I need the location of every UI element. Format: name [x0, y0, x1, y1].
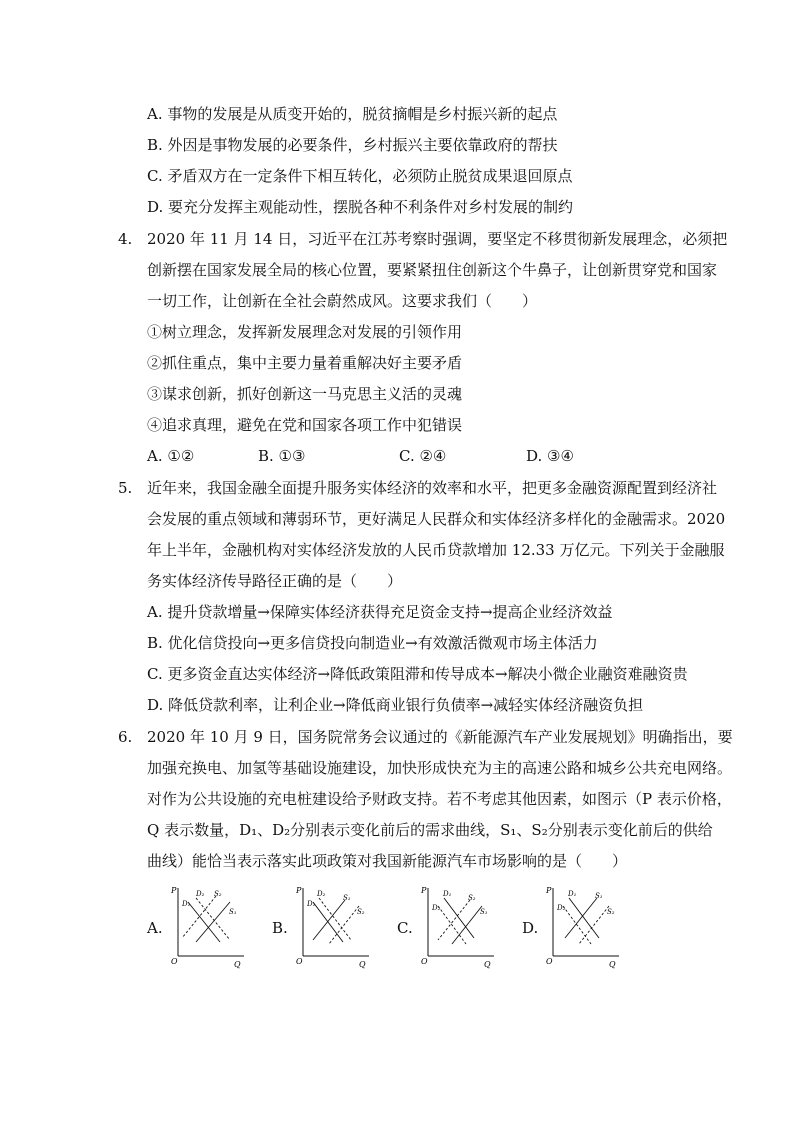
- o-label: O: [421, 957, 428, 966]
- p-label: P: [296, 886, 302, 895]
- q6-stem-line: Q 表示数量，D₁、D₂分别表示变化前后的需求曲线，S₁、S₂分别表示变化前后的供给: [147, 821, 713, 839]
- q4-item-4: ④追求真理，避免在党和国家各项工作中犯错误: [147, 416, 463, 434]
- q3-option-d[interactable]: D. 要充分发挥主观能动性，摆脱各种不利条件对乡村发展的制约: [147, 198, 574, 216]
- q6-option-a[interactable]: A.: [147, 919, 163, 937]
- d2-curve: [319, 898, 351, 940]
- q5-option-d[interactable]: D. 降低贷款利率，让利企业→降低商业银行负债率→减轻实体经济融资负担: [147, 696, 644, 714]
- s1-curve: [565, 898, 597, 938]
- q6-option-d[interactable]: D.: [522, 919, 539, 937]
- d1-curve: [188, 902, 220, 942]
- q3-option-b[interactable]: B. 外因是事物发展的必要条件，乡村振兴主要依靠政府的帮扶: [147, 136, 558, 154]
- d1-label: D₁: [443, 890, 452, 898]
- q5-stem-line: 近年来，我国金融全面提升服务实体经济的效率和水平，把更多金融资源配置到经济社: [147, 479, 718, 497]
- q5-number: 5.: [118, 479, 133, 497]
- d1-curve: [444, 898, 474, 938]
- q4-stem-line: 一切工作，让创新在全社会蔚然成风。这要求我们（ ）: [147, 292, 538, 310]
- q4-number: 4.: [118, 230, 133, 248]
- q-label: Q: [609, 960, 616, 969]
- s1-label: S₁: [343, 894, 351, 902]
- s2-curve: [438, 900, 470, 940]
- s2-label: S₂: [607, 908, 615, 916]
- p-label: P: [546, 886, 552, 895]
- p-label: P: [421, 886, 427, 895]
- d2-curve: [438, 906, 466, 944]
- q5-stem-line: 年上半年，金融机构对实体经济发放的人民币贷款增加 12.33 万亿元。下列关于金融服: [147, 541, 725, 559]
- q5-option-a[interactable]: A. 提升贷款增量→保障实体经济获得充足资金支持→提高企业经济效益: [147, 603, 613, 621]
- q-label: Q: [359, 960, 366, 969]
- q-label: Q: [484, 960, 491, 969]
- d2-label: D₂: [196, 890, 205, 898]
- q-label: Q: [234, 960, 241, 969]
- q4-option-b[interactable]: B. ①③: [258, 447, 306, 465]
- s1-label: S₁: [480, 908, 488, 916]
- q6-number: 6.: [118, 728, 133, 746]
- s2-curve: [329, 906, 359, 944]
- q4-item-3: ③谋求创新，抓好创新这一马克思主义活的灵魂: [147, 385, 463, 403]
- o-label: O: [171, 957, 178, 966]
- o-label: O: [296, 957, 303, 966]
- d2-label: D₂: [557, 904, 566, 912]
- s1-curve: [313, 900, 345, 940]
- q4-option-a[interactable]: A. ①②: [147, 447, 195, 465]
- d2-label: D₂: [432, 904, 441, 912]
- q4-stem-line: 创新摆在国家发展全局的核心位置，要紧紧扭住创新这个牛鼻子，让创新贯穿党和国家: [147, 261, 718, 279]
- q6-stem-line: 2020 年 10 月 9 日，国务院常务会议通过的《新能源汽车产业发展规划》明确指出，要: [147, 728, 733, 746]
- o-label: O: [546, 957, 553, 966]
- d1-curve: [569, 898, 599, 938]
- s1-label: S₁: [595, 892, 603, 900]
- q4-item-2: ②抓住重点，集中主要力量着重解决好主要矛盾: [147, 354, 463, 372]
- q5-option-c[interactable]: C. 更多资金直达实体经济→降低政策阻滞和传导成本→解决小微企业融资难融资贵: [147, 665, 688, 683]
- q5-option-b[interactable]: B. 优化信贷投向→更多信贷投向制造业→有效激活微观市场主体活力: [147, 634, 598, 652]
- q4-option-d[interactable]: D. ③④: [526, 447, 574, 465]
- q6-graph-b[interactable]: [293, 884, 373, 970]
- d1-label: D₁: [568, 890, 577, 898]
- q4-item-1: ①树立理念，发挥新发展理念对发展的引领作用: [147, 323, 463, 341]
- q5-stem-line: 会发展的重点领域和薄弱环节，更好满足人民群众和实体经济多样化的金融需求。2020: [147, 510, 726, 528]
- q4-stem-line: 2020 年 11 月 14 日，习近平在江苏考察时强调，要坚定不移贯彻新发展理念，必须把: [147, 230, 728, 248]
- q6-stem-line: 曲线）能恰当表示落实此项政策对我国新能源汽车市场影响的是（ ）: [147, 852, 628, 870]
- q6-graph-c[interactable]: [418, 884, 498, 970]
- q6-graph-d[interactable]: [543, 884, 623, 970]
- p-label: P: [171, 886, 177, 895]
- q6-option-c[interactable]: C.: [397, 919, 413, 937]
- d2-label: D₂: [317, 890, 326, 898]
- d1-label: D₁: [307, 900, 316, 908]
- s1-label: S₁: [229, 908, 237, 916]
- q6-stem-line: 加强充换电、加氢等基础设施建设，加快形成快充为主的高速公路和城乡公共充电网络。: [147, 759, 733, 777]
- s2-label: S₂: [468, 894, 476, 902]
- q6-stem-line: 对作为公共设施的充电桩建设给予财政支持。若不考虑其他因素，如图示（P 表示价格，: [147, 790, 732, 808]
- q3-option-c[interactable]: C. 矛盾双方在一定条件下相互转化，必须防止脱贫成果退回原点: [147, 167, 573, 185]
- s2-label: S₂: [357, 908, 365, 916]
- q3-option-a[interactable]: A. 事物的发展是从质变开始的，脱贫摘帽是乡村振兴新的起点: [147, 105, 558, 123]
- q5-stem-line: 务实体经济传导路径正确的是（ ）: [147, 572, 403, 590]
- d2-curve: [563, 906, 591, 944]
- q4-option-c[interactable]: C. ②④: [399, 447, 447, 465]
- q6-option-b[interactable]: B.: [272, 919, 288, 937]
- s1-curve: [452, 906, 482, 944]
- d1-label: D₁: [182, 900, 191, 908]
- q6-graph-a[interactable]: [168, 884, 248, 970]
- s1-curve: [196, 902, 230, 942]
- s2-label: S₂: [214, 890, 222, 898]
- s2-curve: [579, 906, 609, 944]
